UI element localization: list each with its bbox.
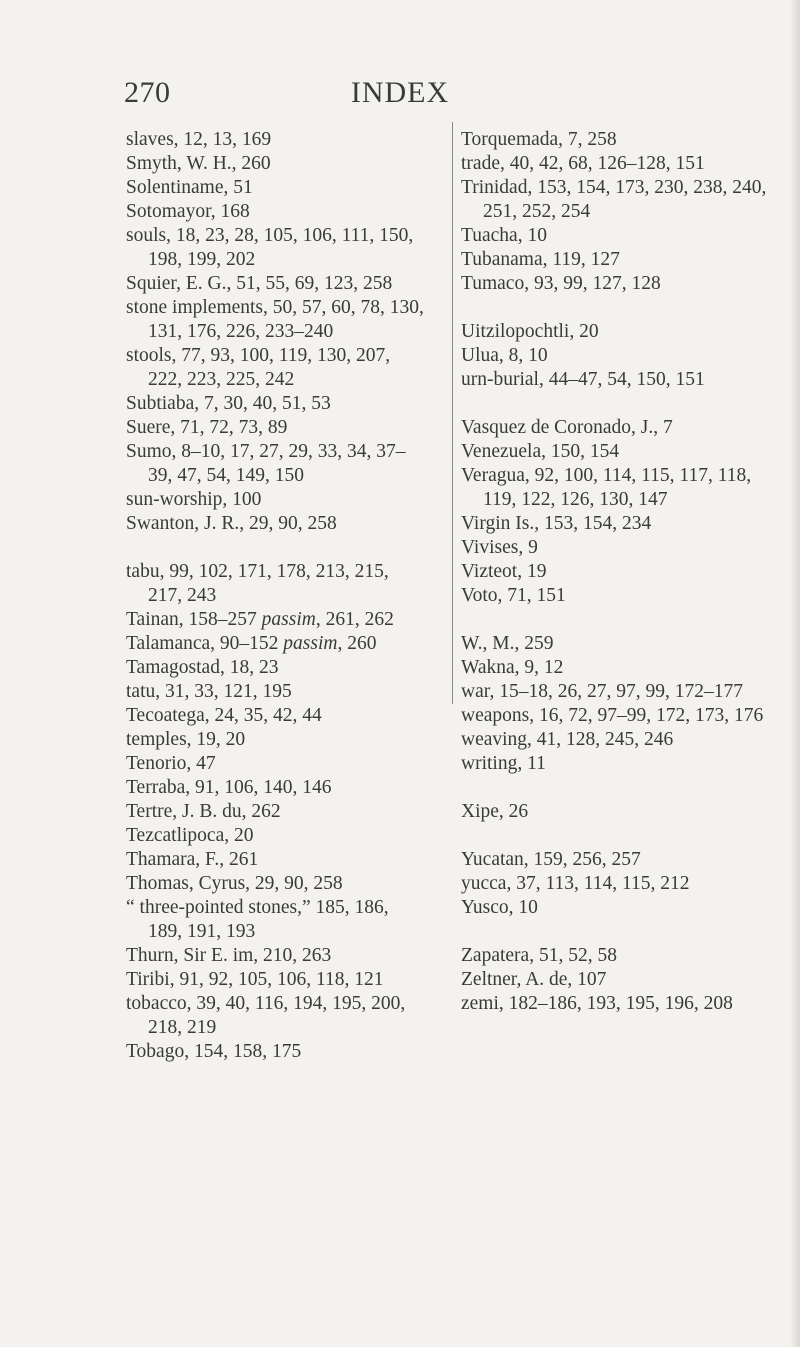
index-entry: Talamanca, 90–152 passim, 260 <box>126 633 377 654</box>
page-number: 270 <box>124 76 171 109</box>
index-entry: Yucatan, 159, 256, 257 <box>461 849 641 870</box>
index-entry: Ulua, 8, 10 <box>461 345 548 366</box>
index-entry: Tezcatlipoca, 20 <box>126 825 254 846</box>
index-entry: Venezuela, 150, 154 <box>461 441 620 462</box>
index-entry: Xipe, 26 <box>461 801 529 822</box>
index-entry: slaves, 12, 13, 169 <box>126 129 272 150</box>
letter-group-gap <box>461 824 781 848</box>
index-entry: trade, 40, 42, 68, 126–128, 151 <box>461 153 705 174</box>
index-entry: war, 15–18, 26, 27, 97, 99, 172–177 <box>461 681 743 702</box>
index-entry: “ three-pointed stones,” 185, 186, 189, 191, 193 <box>126 897 389 942</box>
index-entry: Suere, 71, 72, 73, 89 <box>126 417 288 438</box>
index-entry: tatu, 31, 33, 121, 195 <box>126 681 292 702</box>
index-entry: Tobago, 154, 158, 175 <box>126 1041 302 1062</box>
index-entry: Voto, 71, 151 <box>461 585 566 606</box>
index-entry: W., M., 259 <box>461 633 554 654</box>
index-entry: writing, 11 <box>461 753 546 774</box>
index-entry: Thomas, Cyrus, 29, 90, 258 <box>126 873 343 894</box>
page-title: INDEX <box>350 76 450 109</box>
index-entry: Thurn, Sir E. im, 210, 263 <box>126 945 332 966</box>
index-entry: Swanton, J. R., 29, 90, 258 <box>126 513 337 534</box>
index-entry: Terraba, 91, 106, 140, 146 <box>126 777 332 798</box>
letter-group-gap <box>126 536 426 560</box>
index-entry: Virgin Is., 153, 154, 234 <box>461 513 652 534</box>
index-entry: tabu, 99, 102, 171, 178, 213, 215, 217, 243 <box>126 561 389 606</box>
letter-group-gap <box>461 392 781 416</box>
index-entry: Uitzilopochtli, 20 <box>461 321 599 342</box>
index-entry: stools, 77, 93, 100, 119, 130, 207, 222, 223, 225, 242 <box>126 345 391 390</box>
letter-group-gap <box>461 776 781 800</box>
index-column-left <box>126 128 426 1064</box>
index-entry: Smyth, W. H., 260 <box>126 153 271 174</box>
index-entry: Thamara, F., 261 <box>126 849 259 870</box>
page-edge-shadow <box>790 0 800 1347</box>
index-entry: Vasquez de Coronado, J., 7 <box>461 417 673 438</box>
index-entry: temples, 19, 20 <box>126 729 246 750</box>
index-entry: weapons, 16, 72, 97–99, 172, 173, 176 <box>461 705 764 726</box>
letter-group-gap <box>461 608 781 632</box>
index-entry: urn-burial, 44–47, 54, 150, 151 <box>461 369 705 390</box>
index-entry: sun-worship, 100 <box>126 489 262 510</box>
index-entry: Subtiaba, 7, 30, 40, 51, 53 <box>126 393 331 414</box>
index-entry: Tuacha, 10 <box>461 225 547 246</box>
index-entry: Squier, E. G., 51, 55, 69, 123, 258 <box>126 273 393 294</box>
index-entry: zemi, 182–186, 193, 195, 196, 208 <box>461 993 733 1014</box>
index-entry: weaving, 41, 128, 245, 246 <box>461 729 674 750</box>
index-entry: Vivises, 9 <box>461 537 538 558</box>
index-entry: Veragua, 92, 100, 114, 115, 117, 118, 119, 122, 126, 130, 147 <box>461 465 752 510</box>
index-column-right <box>461 128 781 1016</box>
column-divider <box>452 122 453 704</box>
index-entry: Tubanama, 119, 127 <box>461 249 620 270</box>
index-entry: Tumaco, 93, 99, 127, 128 <box>461 273 661 294</box>
index-entry: Tiribi, 91, 92, 105, 106, 118, 121 <box>126 969 384 990</box>
index-entry: Zapatera, 51, 52, 58 <box>461 945 617 966</box>
index-entry: Tainan, 158–257 passim, 261, 262 <box>126 609 394 630</box>
index-entry: Yusco, 10 <box>461 897 538 918</box>
index-entry: Vizteot, 19 <box>461 561 547 582</box>
index-entry: Torquemada, 7, 258 <box>461 129 617 150</box>
index-entry: Tecoatega, 24, 35, 42, 44 <box>126 705 322 726</box>
index-entry: Sotomayor, 168 <box>126 201 250 222</box>
index-entry: Tenorio, 47 <box>126 753 216 774</box>
index-entry: tobacco, 39, 40, 116, 194, 195, 200, 218, 219 <box>126 993 406 1038</box>
index-entry: Tertre, J. B. du, 262 <box>126 801 281 822</box>
index-entry: souls, 18, 23, 28, 105, 106, 111, 150, 198, 199, 202 <box>126 225 414 270</box>
index-entry: yucca, 37, 113, 114, 115, 212 <box>461 873 690 894</box>
index-entry: stone implements, 50, 57, 60, 78, 130, 131, 176, 226, 233–240 <box>126 297 424 342</box>
index-entry: Wakna, 9, 12 <box>461 657 564 678</box>
index-entry: Trinidad, 153, 154, 173, 230, 238, 240, 251, 252, 254 <box>461 177 767 222</box>
letter-group-gap <box>461 920 781 944</box>
index-entry: Tamagostad, 18, 23 <box>126 657 279 678</box>
letter-group-gap <box>461 296 781 320</box>
index-entry: Sumo, 8–10, 17, 27, 29, 33, 34, 37–39, 47, 54, 149, 150 <box>126 441 406 486</box>
index-entry: Zeltner, A. de, 107 <box>461 969 607 990</box>
index-entry: Solentiname, 51 <box>126 177 253 198</box>
running-head <box>0 76 800 116</box>
